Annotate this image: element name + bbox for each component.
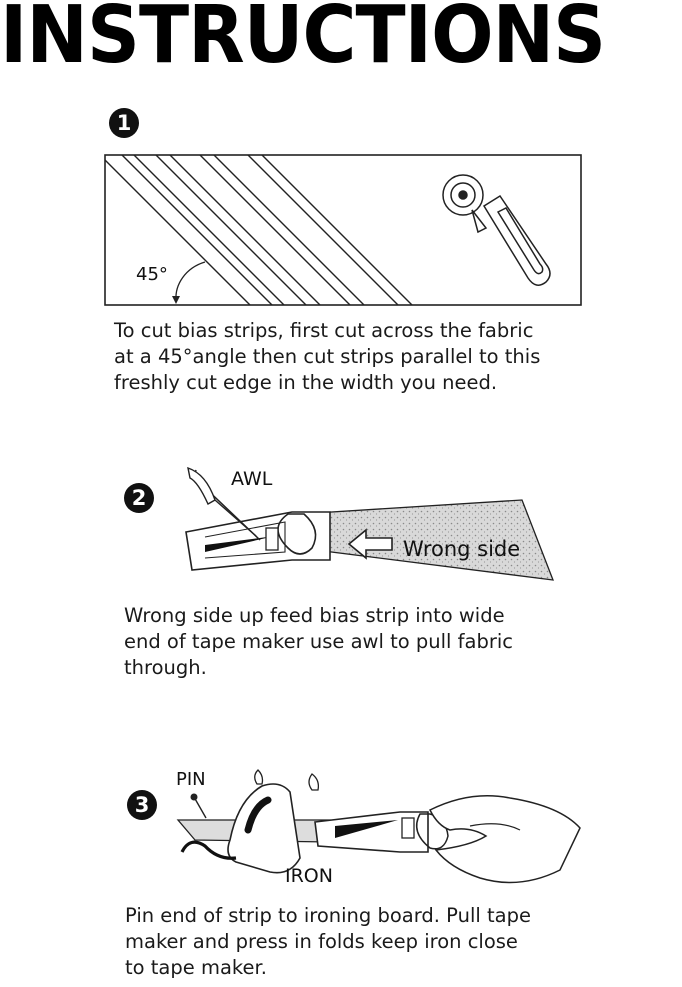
step-1-line-1: To cut bias strips, first cut across the fabric (114, 319, 534, 342)
angle-label: 45° (136, 264, 168, 285)
awl-label: AWL (231, 468, 273, 490)
pin-label-svg (176, 765, 236, 795)
pin-label: PIN (176, 769, 206, 790)
step-3-number: 3 (127, 790, 157, 820)
wrong-side-label: Wrong side (403, 537, 521, 561)
step-2-line-2: end of tape maker use awl to pull fabric (124, 630, 513, 653)
step-2-line-1: Wrong side up feed bias strip into wide (124, 604, 505, 627)
iron-label: IRON (285, 865, 333, 887)
step-3-line-2: maker and press in folds keep iron close (125, 930, 518, 953)
iron-label-svg (285, 860, 365, 890)
page-title: INSTRUCTIONS (0, 0, 606, 81)
step-3-description (125, 903, 531, 981)
step-1-line-3: freshly cut edge in the width you need. (114, 371, 498, 394)
step-1-line-2: at a 45°angle then cut strips parallel to this (114, 345, 541, 368)
step-2-number: 2 (124, 483, 154, 513)
step-2-line-3: through. (124, 656, 207, 679)
step-3-line-1: Pin end of strip to ironing board. Pull tape (125, 904, 531, 927)
step-1-number: 1 (109, 108, 139, 138)
step-3-line-3: to tape maker. (125, 956, 267, 979)
